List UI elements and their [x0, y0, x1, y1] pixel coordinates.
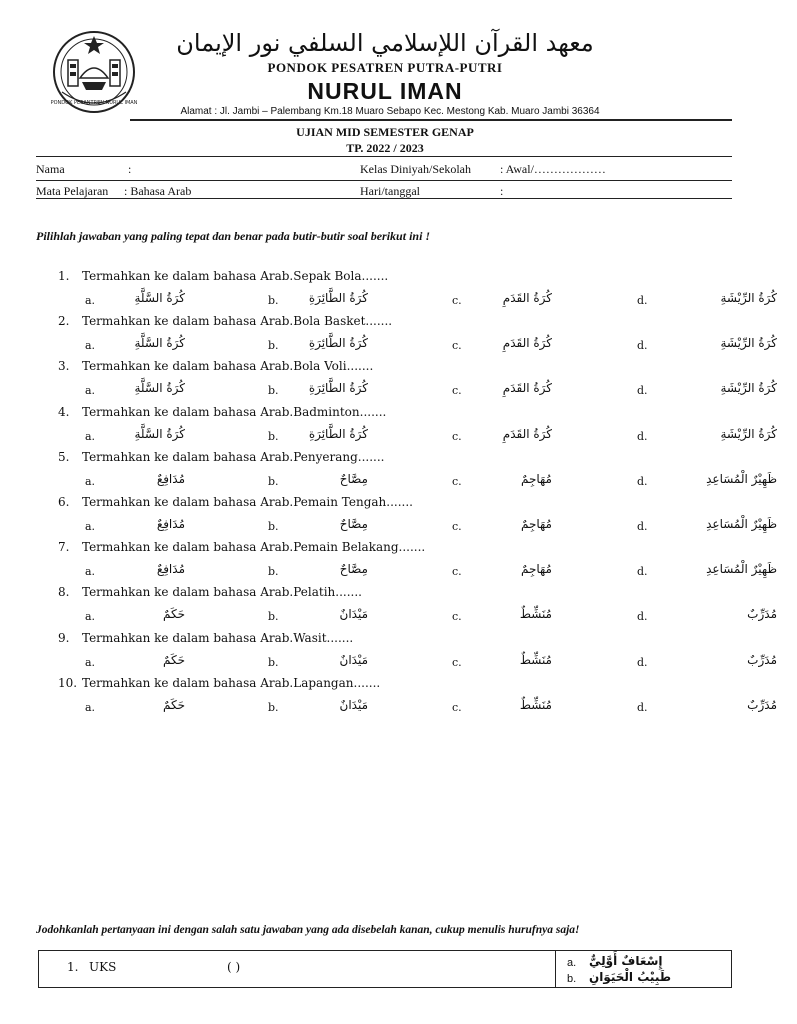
answer-option[interactable]	[637, 562, 797, 580]
option-arabic-text: كُرَةُ الطَّائِرَةِ	[308, 291, 368, 305]
matching-questions	[39, 951, 556, 987]
option-letter: c.	[452, 565, 462, 579]
info-divider-top	[36, 156, 732, 157]
exam-year: TP. 2022 / 2023	[346, 141, 424, 155]
option-arabic-text: مُدَافِعٌ	[156, 517, 185, 531]
answer-option[interactable]	[85, 472, 245, 490]
mapel-value: : Bahasa Arab	[124, 184, 192, 198]
answer-option[interactable]	[85, 517, 245, 535]
option-letter: a.	[85, 294, 96, 307]
question-item	[36, 540, 777, 585]
question-stem	[58, 450, 385, 464]
header-divider	[130, 119, 732, 121]
option-letter: a.	[85, 339, 96, 353]
option-letter: d.	[637, 294, 648, 307]
answer-option[interactable]	[452, 653, 612, 671]
matching-answer-blank[interactable]: ( )	[227, 960, 241, 974]
question-stem	[58, 585, 362, 599]
question-text: Termahkan ke dalam bahasa Arab.Pelatih.......	[82, 585, 362, 600]
question-number: 1.	[58, 269, 70, 283]
question-stem	[58, 676, 380, 690]
matching-item-text: UKS	[89, 960, 117, 974]
question-item	[36, 449, 777, 495]
option-arabic-text: كُرَةُ الرِّيْشَةِ	[720, 381, 777, 396]
option-arabic-text: حَكَمٌ	[162, 607, 185, 622]
question-stem	[58, 314, 392, 328]
info-divider-mid	[36, 180, 732, 181]
matching-item-number: 1.	[67, 960, 79, 974]
option-arabic-text: ظَهِيْرٌ الْمُسَاعِدِ	[706, 471, 777, 486]
question-item	[36, 269, 777, 314]
kelas-value[interactable]: : Awal/………………	[500, 162, 606, 176]
option-letter: c.	[452, 655, 462, 669]
option-arabic-text: كُرَةُ الرِّيْشَةِ	[720, 291, 777, 305]
institution-name: NURUL IMAN	[307, 78, 463, 104]
option-letter: d.	[637, 384, 648, 398]
option-arabic-text: كُرَةُ السَّلَّةِ	[134, 426, 185, 441]
option-letter: d.	[637, 339, 648, 353]
option-letter: a.	[85, 610, 96, 624]
option-arabic-text: حَكَمٌ	[162, 652, 185, 667]
answer-option[interactable]	[637, 607, 797, 625]
matching-table	[38, 950, 732, 988]
matching-item	[67, 960, 240, 974]
answer-option[interactable]	[452, 336, 612, 354]
question-text: Termahkan ke dalam bahasa Arab.Bola Basket.......	[82, 314, 393, 329]
answer-option[interactable]	[85, 607, 245, 625]
question-number: 10.	[58, 675, 78, 690]
option-arabic-text: مُدَرِّبٌ	[747, 652, 777, 667]
answer-option[interactable]	[85, 427, 245, 445]
answer-option[interactable]	[268, 336, 428, 354]
option-letter: c.	[452, 339, 462, 353]
option-letter: c.	[452, 520, 462, 533]
answer-option[interactable]	[452, 698, 612, 716]
answer-option[interactable]	[85, 562, 245, 580]
question-item	[36, 359, 777, 404]
option-arabic-text: مَيْدَانٌ	[339, 652, 368, 667]
matching-answer-option	[567, 970, 672, 985]
option-letter: d.	[637, 700, 648, 714]
option-letter: b.	[268, 655, 279, 669]
exam-title	[150, 124, 620, 156]
option-arabic-text: ظَهِيْرٌ الْمُسَاعِدِ	[706, 562, 777, 577]
answer-option[interactable]	[452, 607, 612, 625]
option-letter: c.	[452, 384, 462, 398]
question-item	[36, 630, 777, 676]
question-text: Termahkan ke dalam bahasa Arab.Pemain Belakang.......	[82, 540, 426, 555]
option-letter: b.	[268, 384, 279, 398]
answer-option[interactable]	[85, 336, 245, 354]
option-arabic-text: مُنَشِّطٌ	[519, 607, 552, 622]
question-text: Termahkan ke dalam bahasa Arab.Penyerang.......	[82, 449, 385, 464]
hari-value[interactable]: :	[500, 184, 504, 198]
matching-instruction: Jodohkanlah pertanyaan ini dengan salah satu jawaban yang ada disebelah kanan, cukup menulis hurufnya saja!	[36, 924, 580, 936]
option-arabic-text: كُرَةُ السَّلَّةِ	[134, 336, 185, 351]
option-arabic-text: كُرَةُ القَدَمِ	[502, 336, 552, 351]
option-letter: a.	[85, 565, 96, 579]
option-letter: c.	[452, 429, 462, 443]
option-letter: c.	[452, 474, 462, 488]
option-arabic-text: مُدَافِعٌ	[156, 471, 185, 486]
answer-option[interactable]	[268, 472, 428, 490]
option-letter: b.	[268, 565, 279, 579]
question-text: Termahkan ke dalam bahasa Arab.Wasit.......	[82, 630, 354, 645]
answer-option[interactable]	[452, 291, 612, 309]
option-arabic-text: مُنَشِّطٌ	[519, 697, 552, 712]
option-arabic-text: كُرَةُ الطَّائِرَةِ	[308, 426, 368, 441]
question-number: 7.	[58, 540, 70, 555]
answer-option[interactable]	[637, 336, 797, 354]
matching-answer-arabic: إِسْعَافٌ أَوَّلِيٌّ	[589, 954, 663, 968]
answer-option[interactable]	[85, 653, 245, 671]
option-arabic-text: كُرَةُ القَدَمِ	[502, 291, 552, 305]
option-arabic-text: كُرَةُ السَّلَّةِ	[134, 291, 185, 305]
question-number: 6.	[58, 495, 70, 509]
answer-option[interactable]	[637, 472, 797, 490]
option-arabic-text: حَكَمٌ	[162, 697, 185, 712]
question-stem	[58, 540, 425, 554]
matching-answer-letter: a.	[567, 957, 577, 969]
answer-option[interactable]	[637, 427, 797, 445]
matching-answer-arabic: طَبِيْبُ الْحَيَوَانِ	[589, 970, 672, 984]
answer-option[interactable]	[85, 291, 245, 309]
question-stem	[58, 269, 388, 283]
option-arabic-text: مُهَاجِمٌ	[520, 471, 552, 486]
option-letter: b.	[268, 520, 279, 533]
option-arabic-text: ظَهِيْرٌ الْمُسَاعِدِ	[706, 517, 777, 531]
answer-option[interactable]	[637, 291, 797, 309]
info-divider-bottom	[36, 198, 732, 199]
question-item	[36, 585, 777, 630]
answer-option[interactable]	[268, 517, 428, 535]
matching-answer-letter: b.	[567, 973, 577, 985]
answer-option[interactable]	[268, 291, 428, 309]
question-item	[36, 404, 777, 450]
exam-name: UJIAN MID SEMESTER GENAP	[296, 125, 474, 139]
option-letter: a.	[85, 700, 96, 714]
answer-option[interactable]	[452, 562, 612, 580]
option-letter: c.	[452, 610, 462, 624]
question-text: Termahkan ke dalam bahasa Arab.Badminton.......	[82, 404, 387, 419]
question-stem	[58, 359, 373, 373]
answer-option[interactable]	[268, 653, 428, 671]
option-arabic-text: مُدَافِعٌ	[156, 562, 185, 577]
option-arabic-text: كُرَةُ الطَّائِرَةِ	[308, 381, 368, 396]
question-number: 3.	[58, 359, 70, 374]
option-arabic-text: مِصَّاحٌ	[339, 562, 368, 577]
option-letter: c.	[452, 294, 462, 307]
option-letter: d.	[637, 474, 648, 488]
option-letter: d.	[637, 655, 648, 669]
question-stem	[58, 405, 386, 419]
option-letter: b.	[268, 700, 279, 714]
answer-option[interactable]	[452, 517, 612, 535]
option-letter: d.	[637, 429, 648, 443]
answer-option[interactable]	[452, 472, 612, 490]
answer-option[interactable]	[268, 607, 428, 625]
matching-answer-option	[567, 954, 663, 969]
question-text: Termahkan ke dalam bahasa Arab.Bola Voli.......	[82, 359, 374, 374]
option-arabic-text: مُدَرِّبٌ	[747, 697, 777, 712]
address: Alamat : Jl. Jambi – Palembang Km.18 Muaro Sebapo Kec. Mestong Kab. Muaro Jambi 36364	[180, 106, 600, 117]
answer-option[interactable]	[85, 698, 245, 716]
option-letter: a.	[85, 474, 96, 488]
question-stem	[58, 631, 353, 645]
option-letter: c.	[452, 700, 462, 714]
option-arabic-text: مِصَّاحٌ	[339, 471, 368, 486]
answer-option[interactable]	[452, 427, 612, 445]
question-number: 8.	[58, 585, 70, 600]
option-arabic-text: مُدَرِّبٌ	[747, 607, 777, 622]
option-arabic-text: كُرَةُ السَّلَّةِ	[134, 381, 185, 396]
answer-option[interactable]	[637, 653, 797, 671]
question-text: Termahkan ke dalam bahasa Arab.Sepak Bola.......	[82, 269, 389, 283]
option-letter: b.	[268, 610, 279, 624]
answer-option[interactable]	[268, 562, 428, 580]
option-arabic-text: مَيْدَانٌ	[339, 697, 368, 712]
option-arabic-text: مُنَشِّطٌ	[519, 652, 552, 667]
question-item	[36, 314, 777, 359]
question-number: 9.	[58, 630, 70, 645]
mc-instruction: Pilihlah jawaban yang paling tepat dan benar pada butir-butir soal berikut ini !	[36, 229, 431, 243]
answer-option[interactable]	[637, 698, 797, 716]
answer-option[interactable]	[268, 381, 428, 399]
mapel-label: Mata Pelajaran	[36, 184, 109, 198]
option-arabic-text: كُرَةُ القَدَمِ	[502, 381, 552, 396]
answer-option[interactable]	[268, 698, 428, 716]
question-number: 5.	[58, 449, 70, 464]
option-letter: a.	[85, 384, 96, 398]
matching-answers	[561, 951, 729, 987]
question-number: 4.	[58, 404, 70, 419]
option-letter: d.	[637, 610, 648, 624]
option-arabic-text: مِصَّاحٌ	[339, 517, 368, 531]
question-item	[36, 495, 777, 540]
answer-option[interactable]	[637, 517, 797, 535]
option-letter: a.	[85, 520, 96, 533]
nama-label: Nama	[36, 162, 65, 176]
option-letter: d.	[637, 520, 648, 533]
hari-label: Hari/tanggal	[360, 184, 420, 198]
option-arabic-text: كُرَةُ الطَّائِرَةِ	[308, 336, 368, 351]
option-letter: b.	[268, 474, 279, 488]
option-arabic-text: كُرَةُ الرِّيْشَةِ	[720, 426, 777, 441]
option-letter: b.	[268, 294, 279, 307]
kelas-label: Kelas Diniyah/Sekolah	[360, 162, 471, 176]
answer-option[interactable]	[637, 381, 797, 399]
school-logo	[52, 30, 136, 114]
option-letter: a.	[85, 429, 96, 443]
option-arabic-text: كُرَةُ القَدَمِ	[502, 426, 552, 441]
question-item	[36, 675, 777, 721]
answer-option[interactable]	[85, 381, 245, 399]
question-number: 2.	[58, 314, 70, 329]
question-text: Termahkan ke dalam bahasa Arab.Lapangan.......	[82, 675, 381, 690]
option-arabic-text: كُرَةُ الرِّيْشَةِ	[720, 336, 777, 351]
option-letter: a.	[85, 655, 96, 669]
logo-text: PONDOK PESANTREN NURUL IMAN	[50, 100, 138, 106]
answer-option[interactable]	[268, 427, 428, 445]
nama-value[interactable]: :	[128, 162, 132, 176]
subtitle: PONDOK PESATREN PUTRA-PUTRI	[267, 60, 503, 75]
option-arabic-text: مُهَاجِمٌ	[520, 562, 552, 577]
option-arabic-text: مَيْدَانٌ	[339, 607, 368, 622]
option-letter: b.	[268, 429, 279, 443]
answer-option[interactable]	[452, 381, 612, 399]
question-text: Termahkan ke dalam bahasa Arab.Pemain Tengah.......	[82, 495, 413, 509]
arabic-institution-name: معهد القرآن اللإسلامي السلفي نور الإيمان	[176, 29, 594, 57]
option-letter: d.	[637, 565, 648, 579]
option-letter: b.	[268, 339, 279, 353]
option-arabic-text: مُهَاجِمٌ	[520, 517, 552, 531]
question-stem	[58, 495, 413, 509]
